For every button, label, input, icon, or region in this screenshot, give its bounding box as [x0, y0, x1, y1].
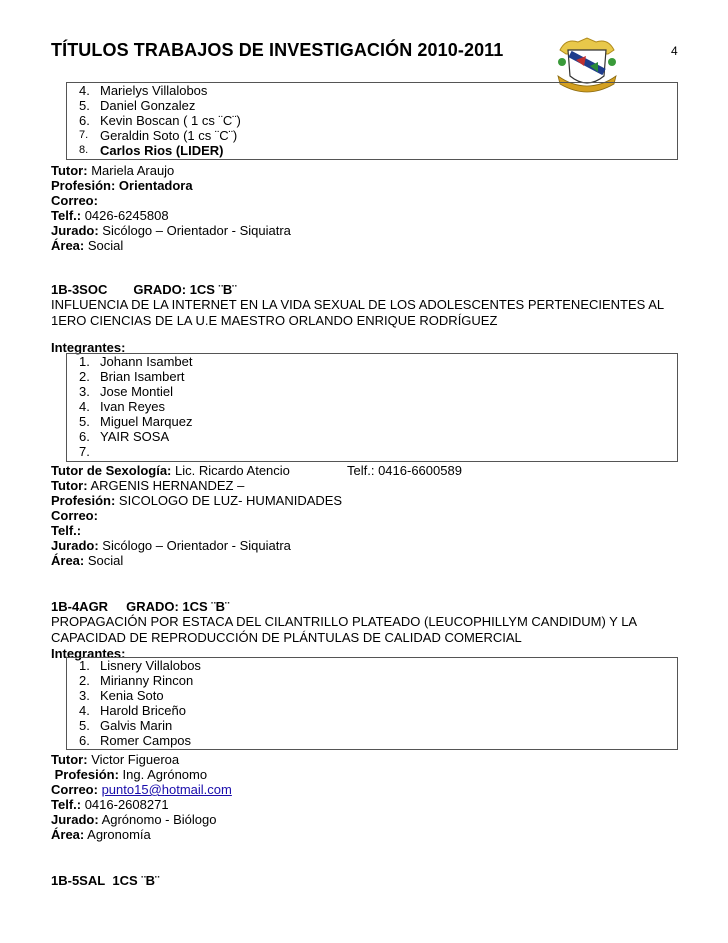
- list-item-number: 2.: [79, 673, 90, 688]
- list-item: [67, 369, 677, 384]
- area-line: Área: Social: [51, 238, 124, 253]
- list-item-number: 6.: [79, 733, 90, 748]
- list-item-number: 7.: [79, 444, 90, 459]
- project-code-line: [51, 282, 691, 297]
- list-item: [67, 83, 677, 98]
- list-item-number: 6.: [79, 113, 90, 128]
- project-code-line: [51, 599, 691, 614]
- member-name: Brian Isambert: [100, 369, 185, 384]
- member-name: Harold Briceño: [100, 703, 186, 718]
- member-name: Galvis Marin: [100, 718, 173, 733]
- list-item: [67, 673, 677, 688]
- member-name: Daniel Gonzalez: [100, 98, 196, 113]
- tutor-line: Tutor: Victor Figueroa: [51, 752, 180, 767]
- list-item: [67, 444, 677, 459]
- member-name: Ivan Reyes: [100, 399, 166, 414]
- member-name: Romer Campos: [100, 733, 192, 748]
- members-box-3soc: [66, 353, 678, 462]
- list-item-number: 4.: [79, 399, 90, 414]
- jurado-line: Jurado: Sicólogo – Orientador - Siquiatra: [51, 538, 291, 553]
- list-item: [67, 113, 677, 128]
- project-code: 1B-3SOC: [51, 282, 108, 297]
- project-grade: GRADO: 1CS ¨B¨: [126, 599, 230, 614]
- list-item-number: 1.: [79, 658, 90, 673]
- tutor-telf: Telf.: 0416-6600589: [347, 463, 462, 478]
- members-list: [67, 354, 677, 459]
- list-item-number: 3.: [79, 384, 90, 399]
- project-code: 1B-4AGR: [51, 599, 109, 614]
- list-item: [67, 429, 677, 444]
- list-item-number: 4.: [79, 83, 90, 98]
- project-title: INFLUENCIA DE LA INTERNET EN LA VIDA SEXUAL DE LOS ADOLESCENTES PERTENECIENTES AL 1ERO CIENCIAS DE LA U.E MAESTRO ORLANDO ENRIQUE RODRÍGUEZ: [51, 297, 664, 328]
- integrantes-label: Integrantes:: [51, 646, 126, 661]
- member-name: Marielys Villalobos: [100, 83, 208, 98]
- list-item: [67, 143, 677, 158]
- list-item-number: 3.: [79, 688, 90, 703]
- correo-line: Correo:: [51, 508, 98, 523]
- area-line: Área: Social: [51, 553, 124, 568]
- telf-line: Telf.: 0416-2608271: [51, 797, 169, 812]
- member-name: Johann Isambet: [100, 354, 193, 369]
- project-code: 1B-5SAL: [51, 873, 106, 888]
- correo-line: Correo: punto15@hotmail.com: [51, 782, 232, 797]
- project-details-continued: [51, 163, 691, 253]
- page-title: TÍTULOS TRABAJOS DE INVESTIGACIÓN 2010-2011: [51, 40, 504, 60]
- member-name: Geraldin Soto (1 cs ¨C¨): [100, 128, 238, 143]
- project-grade: GRADO: 1CS ¨B¨: [133, 282, 237, 297]
- list-item: [67, 733, 677, 748]
- area-line: Área: Agronomía: [51, 827, 151, 842]
- list-item-number: 1.: [79, 354, 90, 369]
- tutor-line: Tutor: ARGENIS HERNANDEZ –: [51, 478, 245, 493]
- integrantes-label: Integrantes:: [51, 340, 126, 355]
- list-item: [67, 354, 677, 369]
- list-item-number: 5.: [79, 414, 90, 429]
- telf-line: Telf.:: [51, 523, 82, 538]
- jurado-line: Jurado: Agrónomo - Biólogo: [51, 812, 217, 827]
- project-header-4agr: [51, 599, 691, 661]
- project-title: PROPAGACIÓN POR ESTACA DEL CILANTRILLO PLATEADO (LEUCOPHILLYM CANDIDUM) Y LA CAPACIDAD DE REPRODUCCIÓN DE PLÁNTULAS DE CALIDAD COMERCIAL: [51, 614, 637, 645]
- list-item: [67, 98, 677, 113]
- tutor-sexologia-line: Tutor de Sexología: Lic. Ricardo Atencio Telf.: 0416-6600589: [51, 463, 462, 478]
- list-item-number: 5.: [79, 98, 90, 113]
- project-details-4agr: [51, 752, 691, 842]
- member-name: Jose Montiel: [100, 384, 173, 399]
- correo-line: Correo:: [51, 193, 98, 208]
- member-name: Lisnery Villalobos: [100, 658, 201, 673]
- list-item: [67, 128, 677, 143]
- members-box-4agr: [66, 657, 678, 750]
- members-box-continued: [66, 82, 678, 160]
- list-item: [67, 414, 677, 429]
- member-name: Mirianny Rincon: [100, 673, 194, 688]
- tutor-line: Tutor: Mariela Araujo: [51, 163, 175, 178]
- member-name: YAIR SOSA: [100, 429, 170, 444]
- profesion-line: Profesión: Orientadora: [51, 178, 193, 193]
- list-item: [67, 703, 677, 718]
- jurado-line: Jurado: Sicólogo – Orientador - Siquiatra: [51, 223, 291, 238]
- member-name: Kenia Soto: [100, 688, 164, 703]
- member-name: Carlos Rios (LIDER): [100, 143, 224, 158]
- telf-line: Telf.: 0426-6245808: [51, 208, 169, 223]
- list-item-number: 4.: [79, 703, 90, 718]
- project-grade: 1CS ¨B¨: [112, 873, 160, 888]
- list-item-number: 7.: [79, 129, 89, 141]
- list-item: [67, 384, 677, 399]
- list-item-number: 2.: [79, 369, 90, 384]
- profesion-line: Profesión: SICOLOGO DE LUZ- HUMANIDADES: [51, 493, 343, 508]
- email-link[interactable]: punto15@hotmail.com: [101, 782, 232, 797]
- list-item: [67, 688, 677, 703]
- list-item: [67, 718, 677, 733]
- members-list: [67, 658, 677, 748]
- page-number: 4: [671, 44, 678, 58]
- members-list: [67, 83, 677, 158]
- list-item-number: 8.: [79, 144, 89, 156]
- list-item-number: 6.: [79, 429, 90, 444]
- list-item: [67, 658, 677, 673]
- list-item-number: 5.: [79, 718, 90, 733]
- list-item: [67, 399, 677, 414]
- project-details-3soc: [51, 463, 691, 568]
- project-code-line: [51, 873, 691, 888]
- member-name: Miguel Marquez: [100, 414, 193, 429]
- project-header-5sal: [51, 873, 691, 888]
- profesion-line: Profesión: Ing. Agrónomo: [54, 767, 208, 782]
- project-header-3soc: [51, 282, 691, 329]
- member-name: Kevin Boscan ( 1 cs ¨C¨): [100, 113, 241, 128]
